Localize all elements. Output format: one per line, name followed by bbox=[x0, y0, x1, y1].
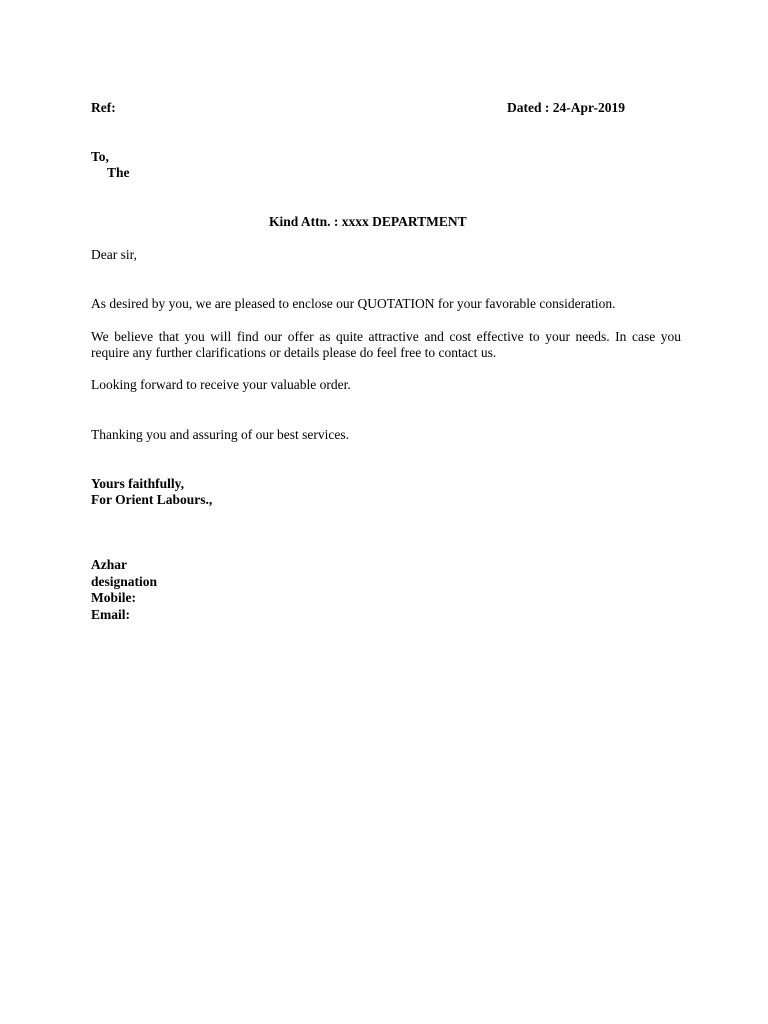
recipient-the: The bbox=[107, 165, 130, 180]
signatory-mobile-label: Mobile: bbox=[91, 590, 136, 605]
closing-yours-faithfully: Yours faithfully, bbox=[91, 476, 185, 491]
signatory-email-label: Email: bbox=[91, 607, 130, 622]
ref-label: Ref: bbox=[91, 100, 116, 115]
signatory-name: Azhar bbox=[91, 557, 127, 572]
dated-text: Dated : 24-Apr-2019 bbox=[507, 100, 625, 115]
subject-line: Kind Attn. : xxxx DEPARTMENT bbox=[269, 214, 467, 229]
body-paragraph-1: As desired by you, we are pleased to enclose our QUOTATION for your favorable consideration. bbox=[91, 296, 616, 311]
body-paragraph-2: We believe that you will find our offer as quite attractive and cost effective to your needs. In case you require any further clarifications or details please do feel free to contact us. bbox=[91, 329, 681, 360]
salutation: Dear sir, bbox=[91, 247, 137, 262]
body-paragraph-4: Thanking you and assuring of our best services. bbox=[91, 427, 349, 442]
body-paragraph-3: Looking forward to receive your valuable order. bbox=[91, 377, 351, 392]
closing-company: For Orient Labours., bbox=[91, 492, 213, 507]
signatory-designation: designation bbox=[91, 574, 158, 589]
to-label: To, bbox=[91, 149, 109, 164]
